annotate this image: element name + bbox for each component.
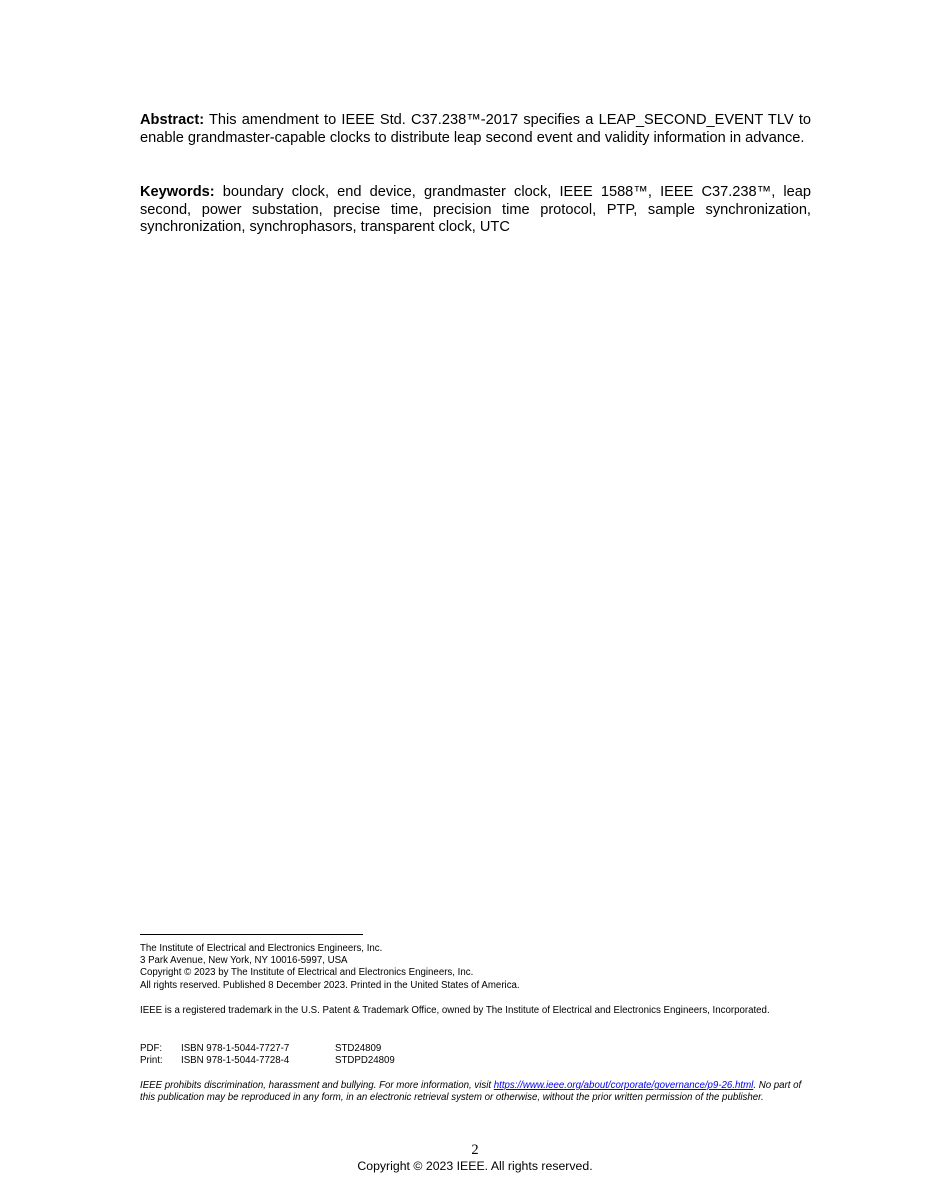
- policy-notice: [140, 1080, 811, 1104]
- keywords-text: boundary clock, end device, grandmaster clock, IEEE 1588™, IEEE C37.238™, leap second, power substation, precise time, precision time protocol, PTP, sample synchronization, synchronization, synchrophasors, transparent clock, UTC: [140, 184, 811, 235]
- trademark-notice: IEEE is a registered trademark in the U.S. Patent & Trademark Office, owned by The Institute of Electrical and Electronics Engineers, Incorporated.: [140, 1005, 770, 1016]
- isbn-format: PDF:: [140, 1043, 163, 1054]
- abstract-paragraph: [140, 112, 811, 147]
- publisher-info: [140, 943, 811, 992]
- footnote-divider: [140, 934, 363, 935]
- isbn-number: ISBN 978-1-5044-7727-7: [181, 1043, 290, 1054]
- footer-copyright: Copyright © 2023 IEEE. All rights reserved.: [357, 1159, 593, 1173]
- abstract-text: This amendment to IEEE Std. C37.238™-2017 specifies a LEAP_SECOND_EVENT TLV to enable grandmaster-capable clocks to distribute leap second event and validity information in advance.: [140, 112, 811, 146]
- isbn-std-code: STDPD24809: [335, 1055, 395, 1067]
- publisher-name: The Institute of Electrical and Electronics Engineers, Inc.: [140, 943, 383, 954]
- publisher-copyright: Copyright © 2023 by The Institute of Electrical and Electronics Engineers, Inc.: [140, 967, 474, 979]
- isbn-table: [140, 1043, 811, 1067]
- isbn-number: ISBN 978-1-5044-7728-4: [181, 1055, 290, 1067]
- publication-date: All rights reserved. Published 8 December 2023. Printed in the United States of America.: [140, 979, 520, 991]
- abstract-label: Abstract:: [140, 112, 205, 128]
- publisher-address: 3 Park Avenue, New York, NY 10016-5997, USA: [140, 955, 348, 967]
- keywords-paragraph: [140, 184, 811, 237]
- policy-prefix: IEEE prohibits discrimination, harassment and bullying. For more information, visit: [140, 1080, 494, 1091]
- policy-link[interactable]: https://www.ieee.org/about/corporate/governance/p9-26.html: [493, 1080, 754, 1091]
- page-number: 2: [471, 1142, 479, 1158]
- isbn-format: Print:: [140, 1055, 163, 1067]
- isbn-row-print: [140, 1055, 811, 1067]
- keywords-label: Keywords:: [140, 184, 215, 200]
- policy-suffix: . No part of this publication may be reproduced in any form, in an electronic retrieval system or otherwise, without the prior written permission of the publisher.: [140, 1080, 802, 1104]
- isbn-row-pdf: [140, 1043, 811, 1055]
- isbn-std-code: STD24809: [335, 1043, 382, 1054]
